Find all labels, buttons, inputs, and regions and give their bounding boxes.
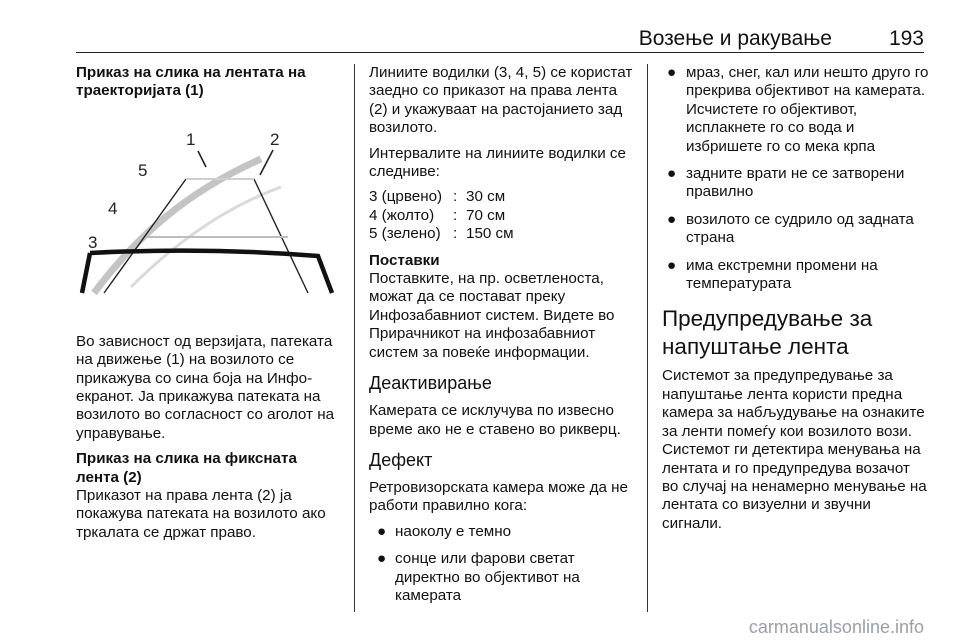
interval-list <box>369 188 639 243</box>
figure-label-3: 3 <box>88 232 98 252</box>
bullet-icon: ● <box>667 165 677 183</box>
watermark: carmanualsonline.info <box>748 617 924 637</box>
bullet-icon: ● <box>667 64 677 81</box>
list-item-text: задните врати не се затворени правилно <box>686 165 905 201</box>
interval-value: 70 см <box>466 206 506 224</box>
interval-value: 30 см <box>466 188 506 206</box>
list-item-text: сонце или фарови светат директно во објективот на камерата <box>395 550 580 604</box>
figure-label-2: 2 <box>270 129 280 149</box>
figure-label-4: 4 <box>108 198 118 218</box>
column-3 <box>662 64 930 540</box>
interval-label: 4 (жолто) <box>369 206 435 224</box>
interval-separator: : <box>453 225 458 243</box>
bullet-icon: ● <box>377 522 387 540</box>
column-1 <box>76 64 344 549</box>
heading-lane-departure-warning: Предупредување за напуштање лента <box>662 306 873 360</box>
page-number: 193 <box>888 27 924 50</box>
fault-bullet-list-continued <box>662 64 930 293</box>
heading-trajectory-lane: Приказ на слика на лентата на траекторијата (1) <box>76 64 306 100</box>
leader-line-2 <box>260 150 273 175</box>
list-item <box>369 523 639 541</box>
camera-guide-lines-figure <box>76 107 338 317</box>
interval-row <box>369 225 639 243</box>
leader-line-1 <box>198 151 206 167</box>
section-title: Возење и ракување <box>638 27 832 50</box>
list-item <box>369 550 639 605</box>
guide-line-3-left-tick <box>82 253 90 293</box>
list-item <box>662 211 930 248</box>
interval-value: 150 см <box>466 225 514 243</box>
paragraph-lane-departure-warning: Системот за предупредување за напуштање лента користи предна камера за набљудување на ознаките за ленти помеѓу кои возилото вози. Системот ги детектира менувања на лентата и го предупредува возачот во случај на ненамерно менување на лентата со визуелни и звучни сигнали. <box>662 367 927 532</box>
interval-label: 5 (зелено) <box>369 225 441 243</box>
paragraph-fault: Ретровизорската камера може да не работи правилно кога: <box>369 478 628 515</box>
paragraph-intervals-intro: Интервалите на линиите водилки се следниве: <box>369 144 626 181</box>
list-item-text: наоколу е темно <box>395 522 512 540</box>
page-header <box>76 27 924 51</box>
paragraph-guide-lines: Линиите водилки (3, 4, 5) се користат заедно со приказот на права лента (2) и укажуваат на растојанието зад возилото. <box>369 64 633 137</box>
figure-label-5: 5 <box>138 160 148 180</box>
paragraph-settings: Поставките, на пр. осветленоста, можат да се постават преку Инфозабавниот систем. Видете во Прирачникот на инфозабавниот систем за повеќе информации. <box>369 270 615 361</box>
interval-label: 3 (црвено) <box>369 188 443 206</box>
heading-fixed-lane: Приказ на слика на фиксната лента (2) <box>76 450 297 486</box>
paragraph-trajectory-description: Во зависност од верзијата, патеката на движење (1) на возилото се прикажува со сина боја на Инфо-екранот. Ја прикажува патеката на возилото во согласност со аголот на управување. <box>76 332 335 442</box>
guide-lines-illustration <box>76 107 338 317</box>
column-2 <box>369 64 639 614</box>
column-divider-2 <box>647 64 648 612</box>
heading-deactivation: Деактивирање <box>369 373 492 394</box>
interval-separator: : <box>453 188 458 206</box>
figure-label-1: 1 <box>186 129 196 149</box>
interval-row <box>369 207 639 225</box>
list-item-text: возилото се судрило од задната страна <box>686 210 914 247</box>
list-item <box>662 165 930 202</box>
interval-separator: : <box>453 206 458 224</box>
interval-row <box>369 188 639 206</box>
heading-fault: Дефект <box>369 449 433 470</box>
column-divider-1 <box>354 64 355 612</box>
fault-bullet-list <box>369 523 639 606</box>
list-item-text: има екстремни промени на температурата <box>686 256 878 293</box>
list-item-text: мраз, снег, кал или нешто друго го прекрива објективот на камерата. Исчистете го објективот, исплакнете го со вода и избришете го со мека крпа <box>686 64 929 155</box>
list-item <box>662 257 930 294</box>
header-divider <box>76 52 924 53</box>
paragraph-deactivation: Камерата се исклучува по извесно време ако не е ставено во рикверц. <box>369 402 621 438</box>
heading-settings: Поставки <box>369 251 440 269</box>
paragraph-fixed-lane-description: Приказот на права лента (2) ја покажува патеката на возилото ако тркалата се држат право. <box>76 487 326 541</box>
list-item <box>662 64 930 156</box>
bullet-icon: ● <box>667 256 677 274</box>
bullet-icon: ● <box>377 550 387 568</box>
bullet-icon: ● <box>667 210 677 228</box>
